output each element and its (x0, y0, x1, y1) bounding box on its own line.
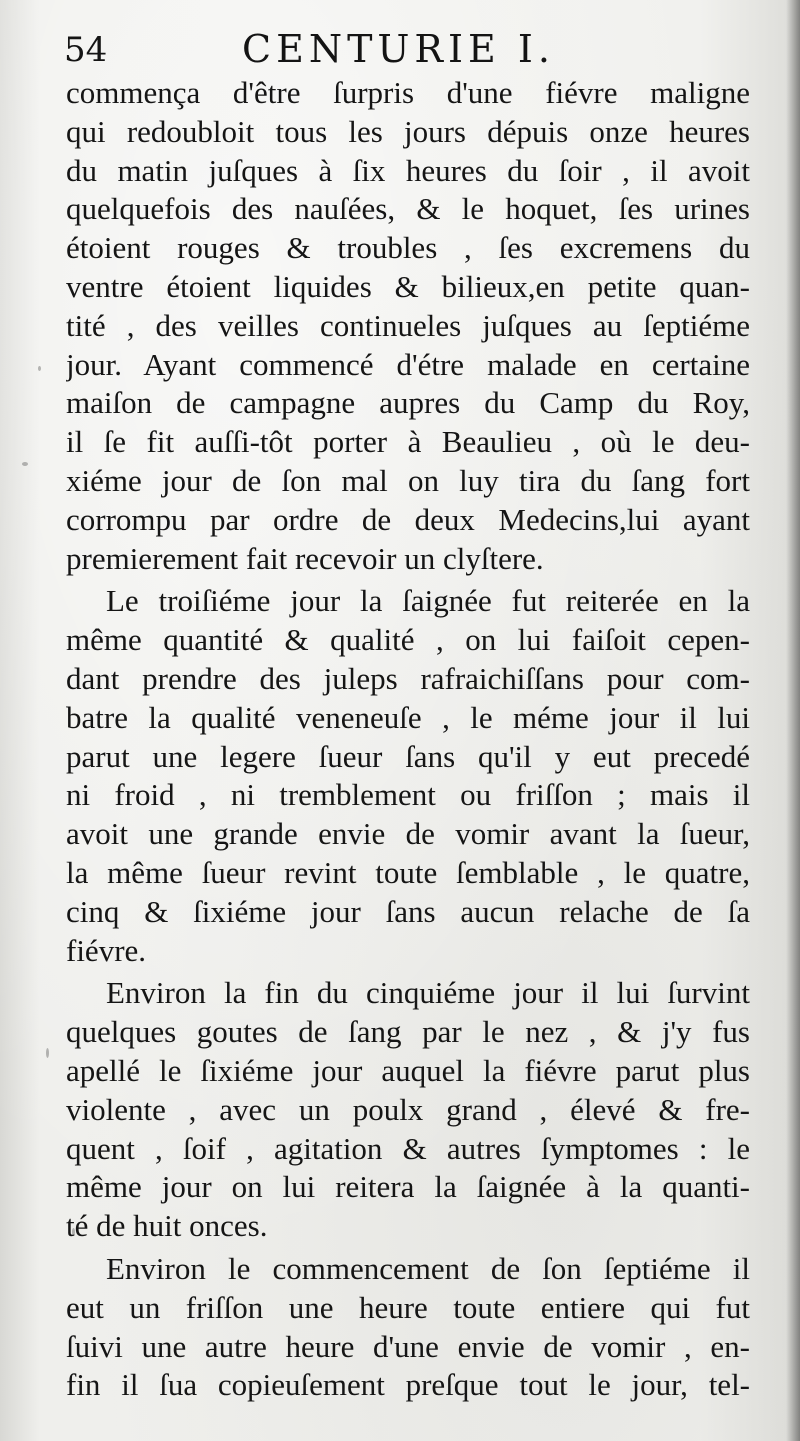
text-line: Environ le commencement de ſon ſeptiéme il (106, 1250, 750, 1286)
paragraph-1 (66, 74, 750, 578)
text-line: violente , avec un poulx grand , élevé & fre- (66, 1091, 750, 1127)
text-line: té de huit onces. (66, 1208, 268, 1244)
text-line: premierement fait recevoir un clyſtere. (66, 540, 544, 576)
text-line: ſuivi une autre heure d'une envie de vomir , en- (66, 1328, 750, 1364)
text-line: eut un friſſon une heure toute entiere qui fut (66, 1289, 750, 1325)
text-line: du matin juſques à ſix heures du ſoir , il avoit (66, 152, 750, 188)
paper-speck (46, 1048, 49, 1058)
text-line: quent , ſoif , agitation & autres ſymptomes : le (66, 1130, 750, 1166)
text-line: ni froid , ni tremblement ou friſſon ; mais il (66, 777, 750, 813)
paper-speck (22, 462, 28, 466)
text-line: Le troiſiéme jour la ſaignée fut reiterée en la (106, 583, 750, 619)
text-line: apellé le ſixiéme jour auquel la fiévre parut plus (66, 1052, 750, 1088)
text-line: avoit une grande envie de vomir avant la ſueur, (66, 816, 750, 852)
text-line: fin il ſua copieuſement preſque tout le jour, tel- (66, 1367, 750, 1403)
text-line: la même ſueur revint toute ſemblable , le quatre, (66, 854, 750, 890)
page-number: 54 (64, 30, 108, 70)
page-header (64, 20, 764, 76)
text-line: quelquefois des nauſées, & le hoquet, ſes urines (66, 191, 750, 227)
text-line: même quantité & qualité , on lui faiſoit cepen- (66, 622, 750, 658)
text-line: Environ la fin du cinquiéme jour il lui ſurvint (106, 975, 750, 1011)
paragraph-2 (66, 582, 750, 970)
page-gutter-shadow (786, 0, 800, 1441)
paper-speck (38, 366, 41, 371)
text-line: étoient rouges & troubles , ſes excremens du (66, 230, 750, 266)
text-line: fiévre. (66, 932, 147, 968)
text-line: commença d'être ſurpris d'une fiévre maligne (66, 75, 750, 110)
text-line: xiéme jour de ſon mal on luy tira du ſang fort (66, 462, 750, 498)
body-text (66, 74, 750, 1405)
text-line: il ſe fit auſſi-tôt porter à Beaulieu , où le deu- (66, 424, 750, 460)
text-line: jour. Ayant commencé d'étre malade en certaine (66, 346, 750, 382)
text-line: dant prendre des juleps rafraichiſſans pour com- (66, 660, 750, 696)
text-line: qui redoubloit tous les jours dépuis onze heures (66, 113, 750, 149)
running-head: CENTURIE I. (242, 27, 555, 71)
text-line: batre la qualité veneneuſe , le méme jour il lui (66, 699, 750, 735)
paper-speck (72, 1228, 75, 1236)
paragraph-4 (66, 1250, 750, 1405)
text-line: tité , des veilles continueles juſques au ſeptiéme (66, 307, 750, 343)
text-line: quelques goutes de ſang par le nez , & j'y fus (66, 1014, 750, 1050)
text-line: ventre étoient liquides & bilieux,en petite quan- (66, 268, 750, 304)
text-line: maiſon de campagne aupres du Camp du Roy, (66, 385, 750, 421)
paragraph-3 (66, 974, 750, 1246)
text-line: cinq & ſixiéme jour ſans aucun relache de ſa (66, 893, 750, 929)
text-line: corrompu par ordre de deux Medecins,lui ayant (66, 501, 750, 537)
text-line: parut une legere ſueur ſans qu'il y eut precedé (66, 738, 750, 774)
text-line: même jour on lui reitera la ſaignée à la quanti- (66, 1169, 750, 1205)
